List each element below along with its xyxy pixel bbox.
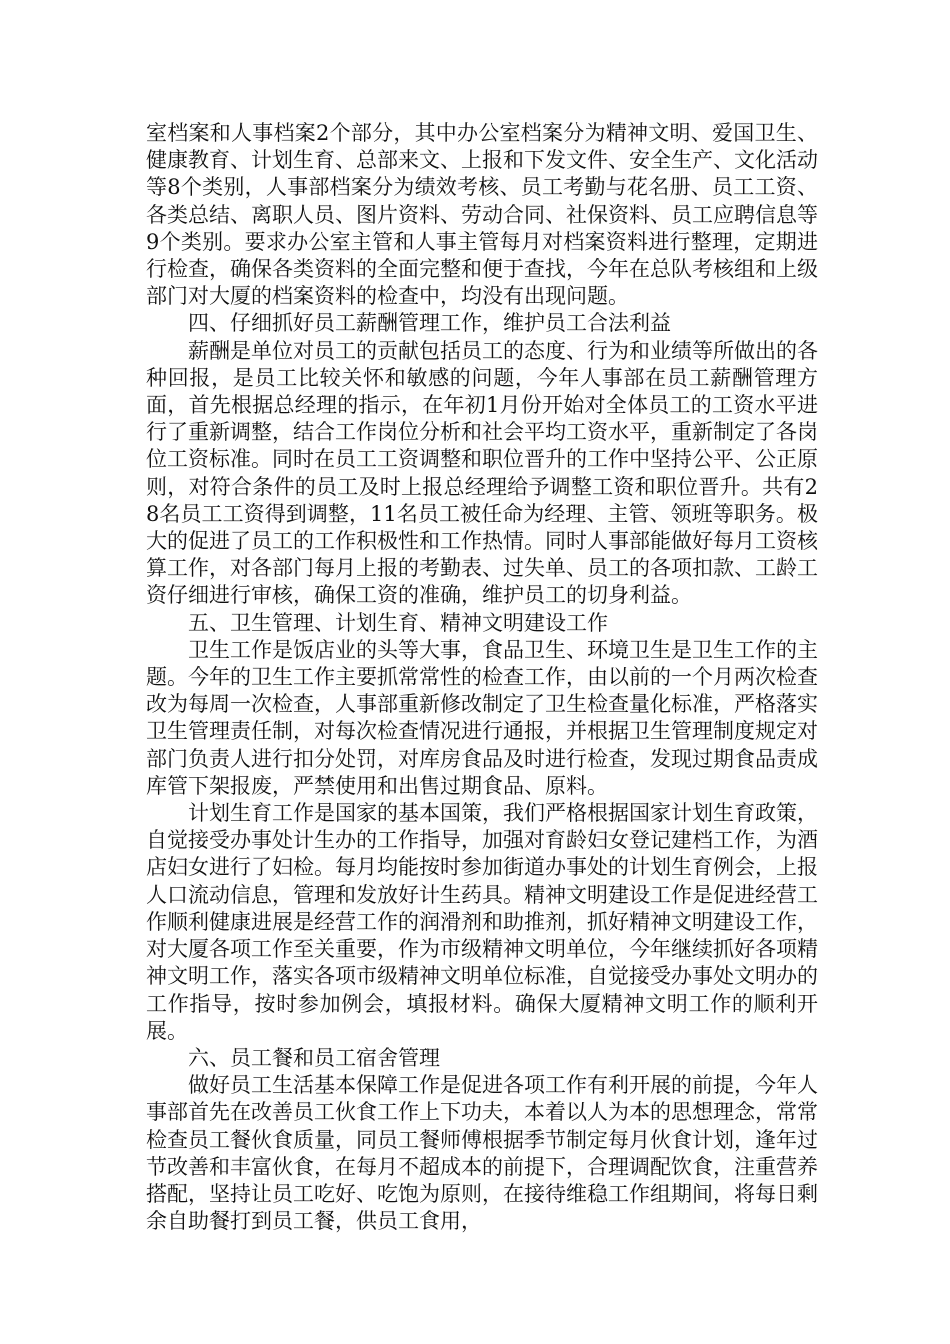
paragraph-archives-continued: 室档案和人事档案2个部分，其中办公室档案分为精神文明、爱国卫生、健康教育、计划生育、总部来文、上报和下发文件、安全生产、文化活动等8个类别，人事部档案分为绩效考核、员工考勤与花名册、员工工资、各类总结、离职人员、图片资料、劳动合同、社保资料、员工应聘信息等9个类别。要求办公室主管和人事主管每月对档案资料进行整理，定期进行检查，确保各类资料的全面完整和便于查找，今年在总队考核组和上级部门对大厦的档案资料的检查中，均没有出现问题。 [146, 121, 818, 309]
document-page [146, 120, 818, 1235]
paragraph-family-planning: 计划生育工作是国家的基本国策，我们严格根据国家计划生育政策，自觉接受办事处计生办的工作指导，加强对育龄妇女登记建档工作，为酒店妇女进行了妇检。每月均能按时参加街道办事处的计划生育例会，上报人口流动信息，管理和发放好计生药具。精神文明建设工作是促进经营工作顺利健康进展是经营工作的润滑剂和助推剂，抓好精神文明建设工作，对大厦各项工作至关重要，作为市级精神文明单位，今年继续抓好各项精神文明工作，落实各项市级精神文明单位标准，自觉接受办事处文明办的工作指导，按时参加例会，填报材料。确保大厦精神文明工作的顺利开展。 [146, 801, 818, 1043]
paragraph-hygiene: 卫生工作是饭店业的头等大事，食品卫生、环境卫生是卫生工作的主题。今年的卫生工作主要抓常常性的检查工作，由以前的一个月两次检查改为每周一次检查，人事部重新修改制定了卫生检查量化标准，严格落实卫生管理责任制，对每次检查情况进行通报，并根据卫生管理制度规定对部门负责人进行扣分处罚，对库房食品及时进行检查，发现过期食品责成库管下架报废，严禁使用和出售过期食品、原料。 [146, 637, 818, 798]
section-heading-hygiene: 五、卫生管理、计划生育、精神文明建设工作 [188, 610, 608, 635]
paragraph-salary: 薪酬是单位对员工的贡献包括员工的态度、行为和业绩等所做出的各种回报，是员工比较关怀和敏感的问题，今年人事部在员工薪酬管理方面，首先根据总经理的指示，在年初1月份开始对全体员工的工资水平进行了重新调整，结合工作岗位分析和社会平均工资水平，重新制定了各岗位工资标准。同时在员工工资调整和职位晋升的工作中坚持公平、公正原则，对符合条件的员工及时上报总经理给予调整工资和职位晋升。共有28名员工工资得到调整，11名员工被任命为经理、主管、领班等职务。极大的促进了员工的工作积极性和工作热情。同时人事部能做好每月工资核算工作，对各部门每月上报的考勤表、过失单、员工的各项扣款、工龄工资仔细进行审核，确保工资的准确，维护员工的切身利益。 [146, 338, 818, 608]
paragraph-staff-canteen: 做好员工生活基本保障工作是促进各项工作有利开展的前提，今年人事部首先在改善员工伙食工作上下功夫，本着以人为本的思想理念，常常检查员工餐伙食质量，同员工餐师傅根据季节制定每月伙食计划，逢年过节改善和丰富伙食，在每月不超成本的前提下，合理调配饮食，注重营养搭配，坚持让员工吃好、吃饱为原则，在接待维稳工作组期间，将每日剩余自助餐打到员工餐，供员工食用， [146, 1073, 818, 1234]
section-heading-salary: 四、仔细抓好员工薪酬管理工作，维护员工合法利益 [188, 311, 671, 336]
section-heading-staff-canteen: 六、员工餐和员工宿舍管理 [188, 1045, 440, 1070]
